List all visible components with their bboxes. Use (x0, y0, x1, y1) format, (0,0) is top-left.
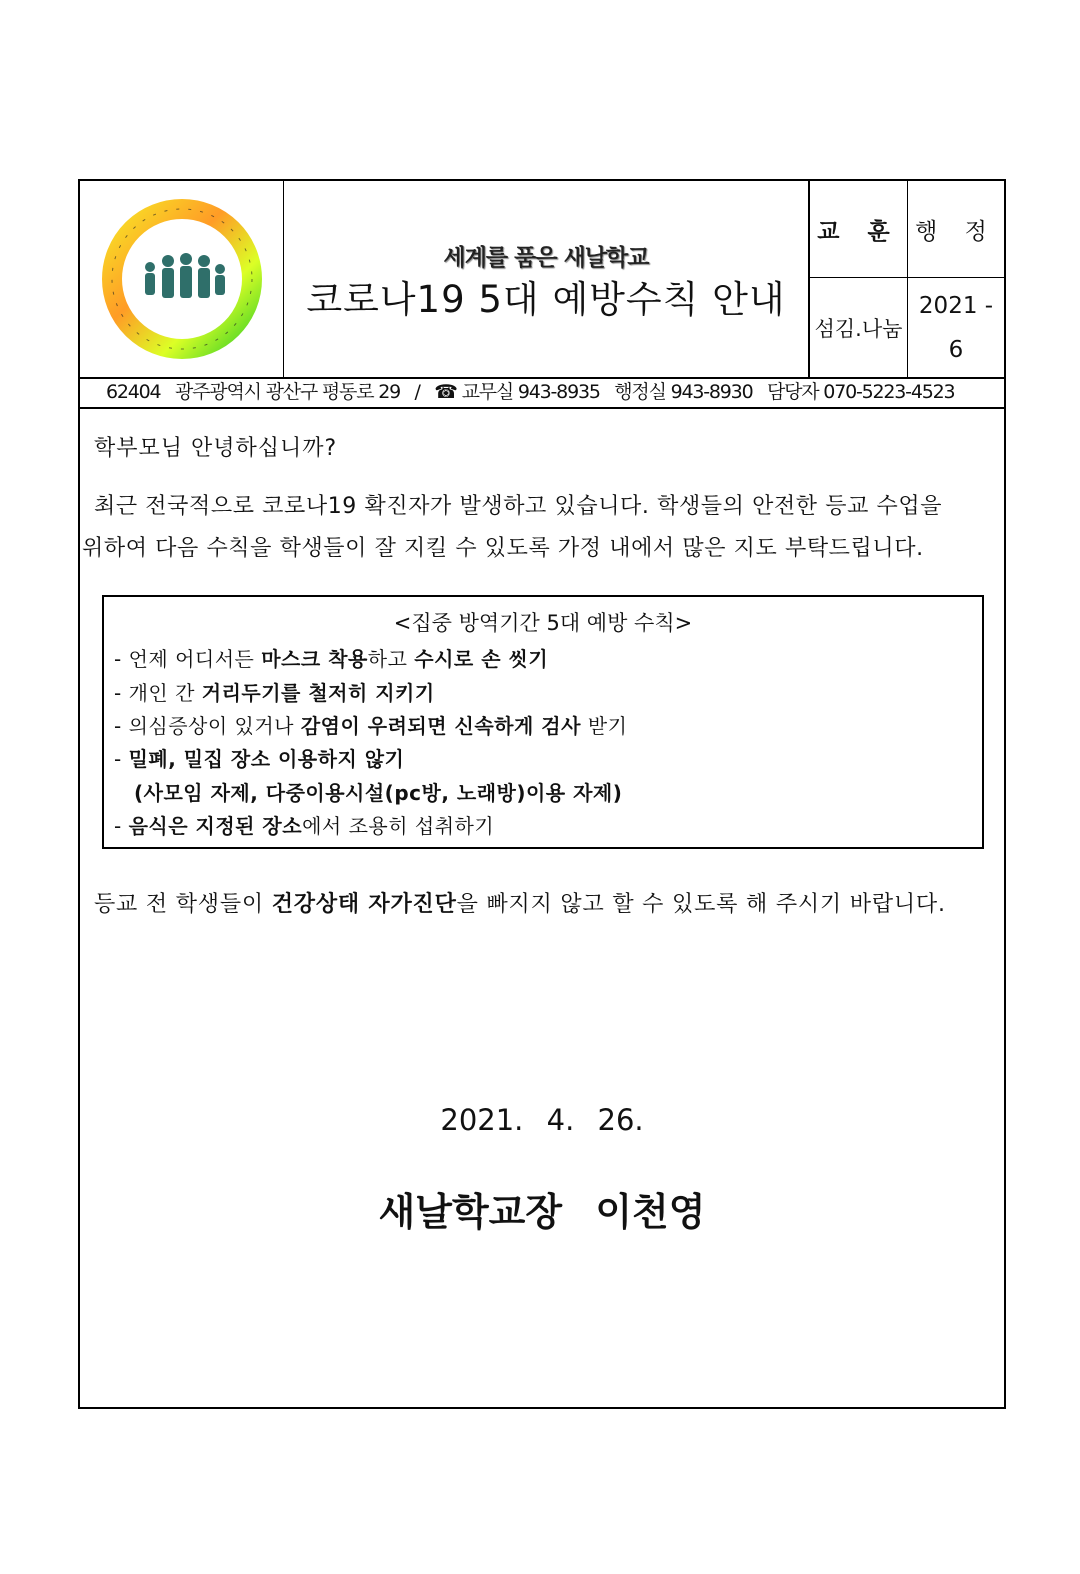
greeting: 학부모님 안녕하십니까? (94, 436, 338, 461)
school-logo (80, 181, 284, 377)
rule-item: - 언제 어디서든 마스크 착용하고 수시로 손 씻기 (114, 647, 549, 671)
document-frame (78, 179, 1006, 1409)
rules-box (102, 595, 984, 849)
postal-code: 62404 (106, 381, 161, 403)
rule-item: - 의심증상이 있거나 감염이 우려되면 신속하게 검사 받기 (114, 714, 628, 738)
issue-date: 2021. 4. 26. (440, 1103, 644, 1137)
motto-value: 섬김.나눔 (810, 278, 908, 377)
doc-no-line1: 2021 - (918, 292, 994, 319)
rules-title: <집중 방역기간 5대 예방 수칙> (393, 611, 693, 635)
rule-item: - 개인 간 거리두기를 철저히 지키기 (114, 681, 435, 705)
title-cell (284, 181, 810, 377)
address-bar (80, 377, 1004, 409)
motto-label: 교 훈 (810, 181, 908, 278)
signature: 새날학교장 이천영 (378, 1190, 706, 1234)
address: 광주광역시 광산구 평동로 29 (174, 381, 400, 403)
admin-phone: 행정실 943-8930 (614, 381, 753, 403)
rule-item: - 음식은 지정된 장소에서 조용히 섭취하기 (114, 814, 495, 838)
rule-item: - 밀폐, 밀집 장소 이용하지 않기 (114, 747, 405, 771)
separator: / (414, 381, 420, 403)
document-title: 코로나19 5대 예방수칙 안내 (306, 278, 786, 321)
school-logo-icon (80, 181, 284, 377)
doc-no-line2: 6 (948, 336, 964, 363)
school-subtitle: 세계를 품은 새날학교 (443, 245, 649, 271)
paragraph-line-2: 위하여 다음 수칙을 학생들이 잘 지킬 수 있도록 가정 내에서 많은 지도 부탁드립니다. (82, 536, 924, 561)
phone-icon: ☎ (434, 381, 457, 403)
office-phone: 교무실 943-8935 (461, 381, 600, 403)
rule-item: (사모임 자제, 다중이용시설(pc방, 노래방)이용 자제) (134, 781, 623, 805)
letterhead (80, 181, 1004, 379)
closing-paragraph: 등교 전 학생들이 건강상태 자가진단을 빠지지 않고 할 수 있도록 해 주시기 바랍니다. (94, 892, 946, 917)
paragraph-line-1: 최근 전국적으로 코로나19 확진자가 발생하고 있습니다. 학생들의 안전한 등교 수업을 (94, 494, 943, 519)
contact-phone: 담당자 070-5223-4523 (767, 381, 955, 403)
admin-label: 행 정 (908, 181, 1004, 278)
document-number (908, 278, 1004, 377)
